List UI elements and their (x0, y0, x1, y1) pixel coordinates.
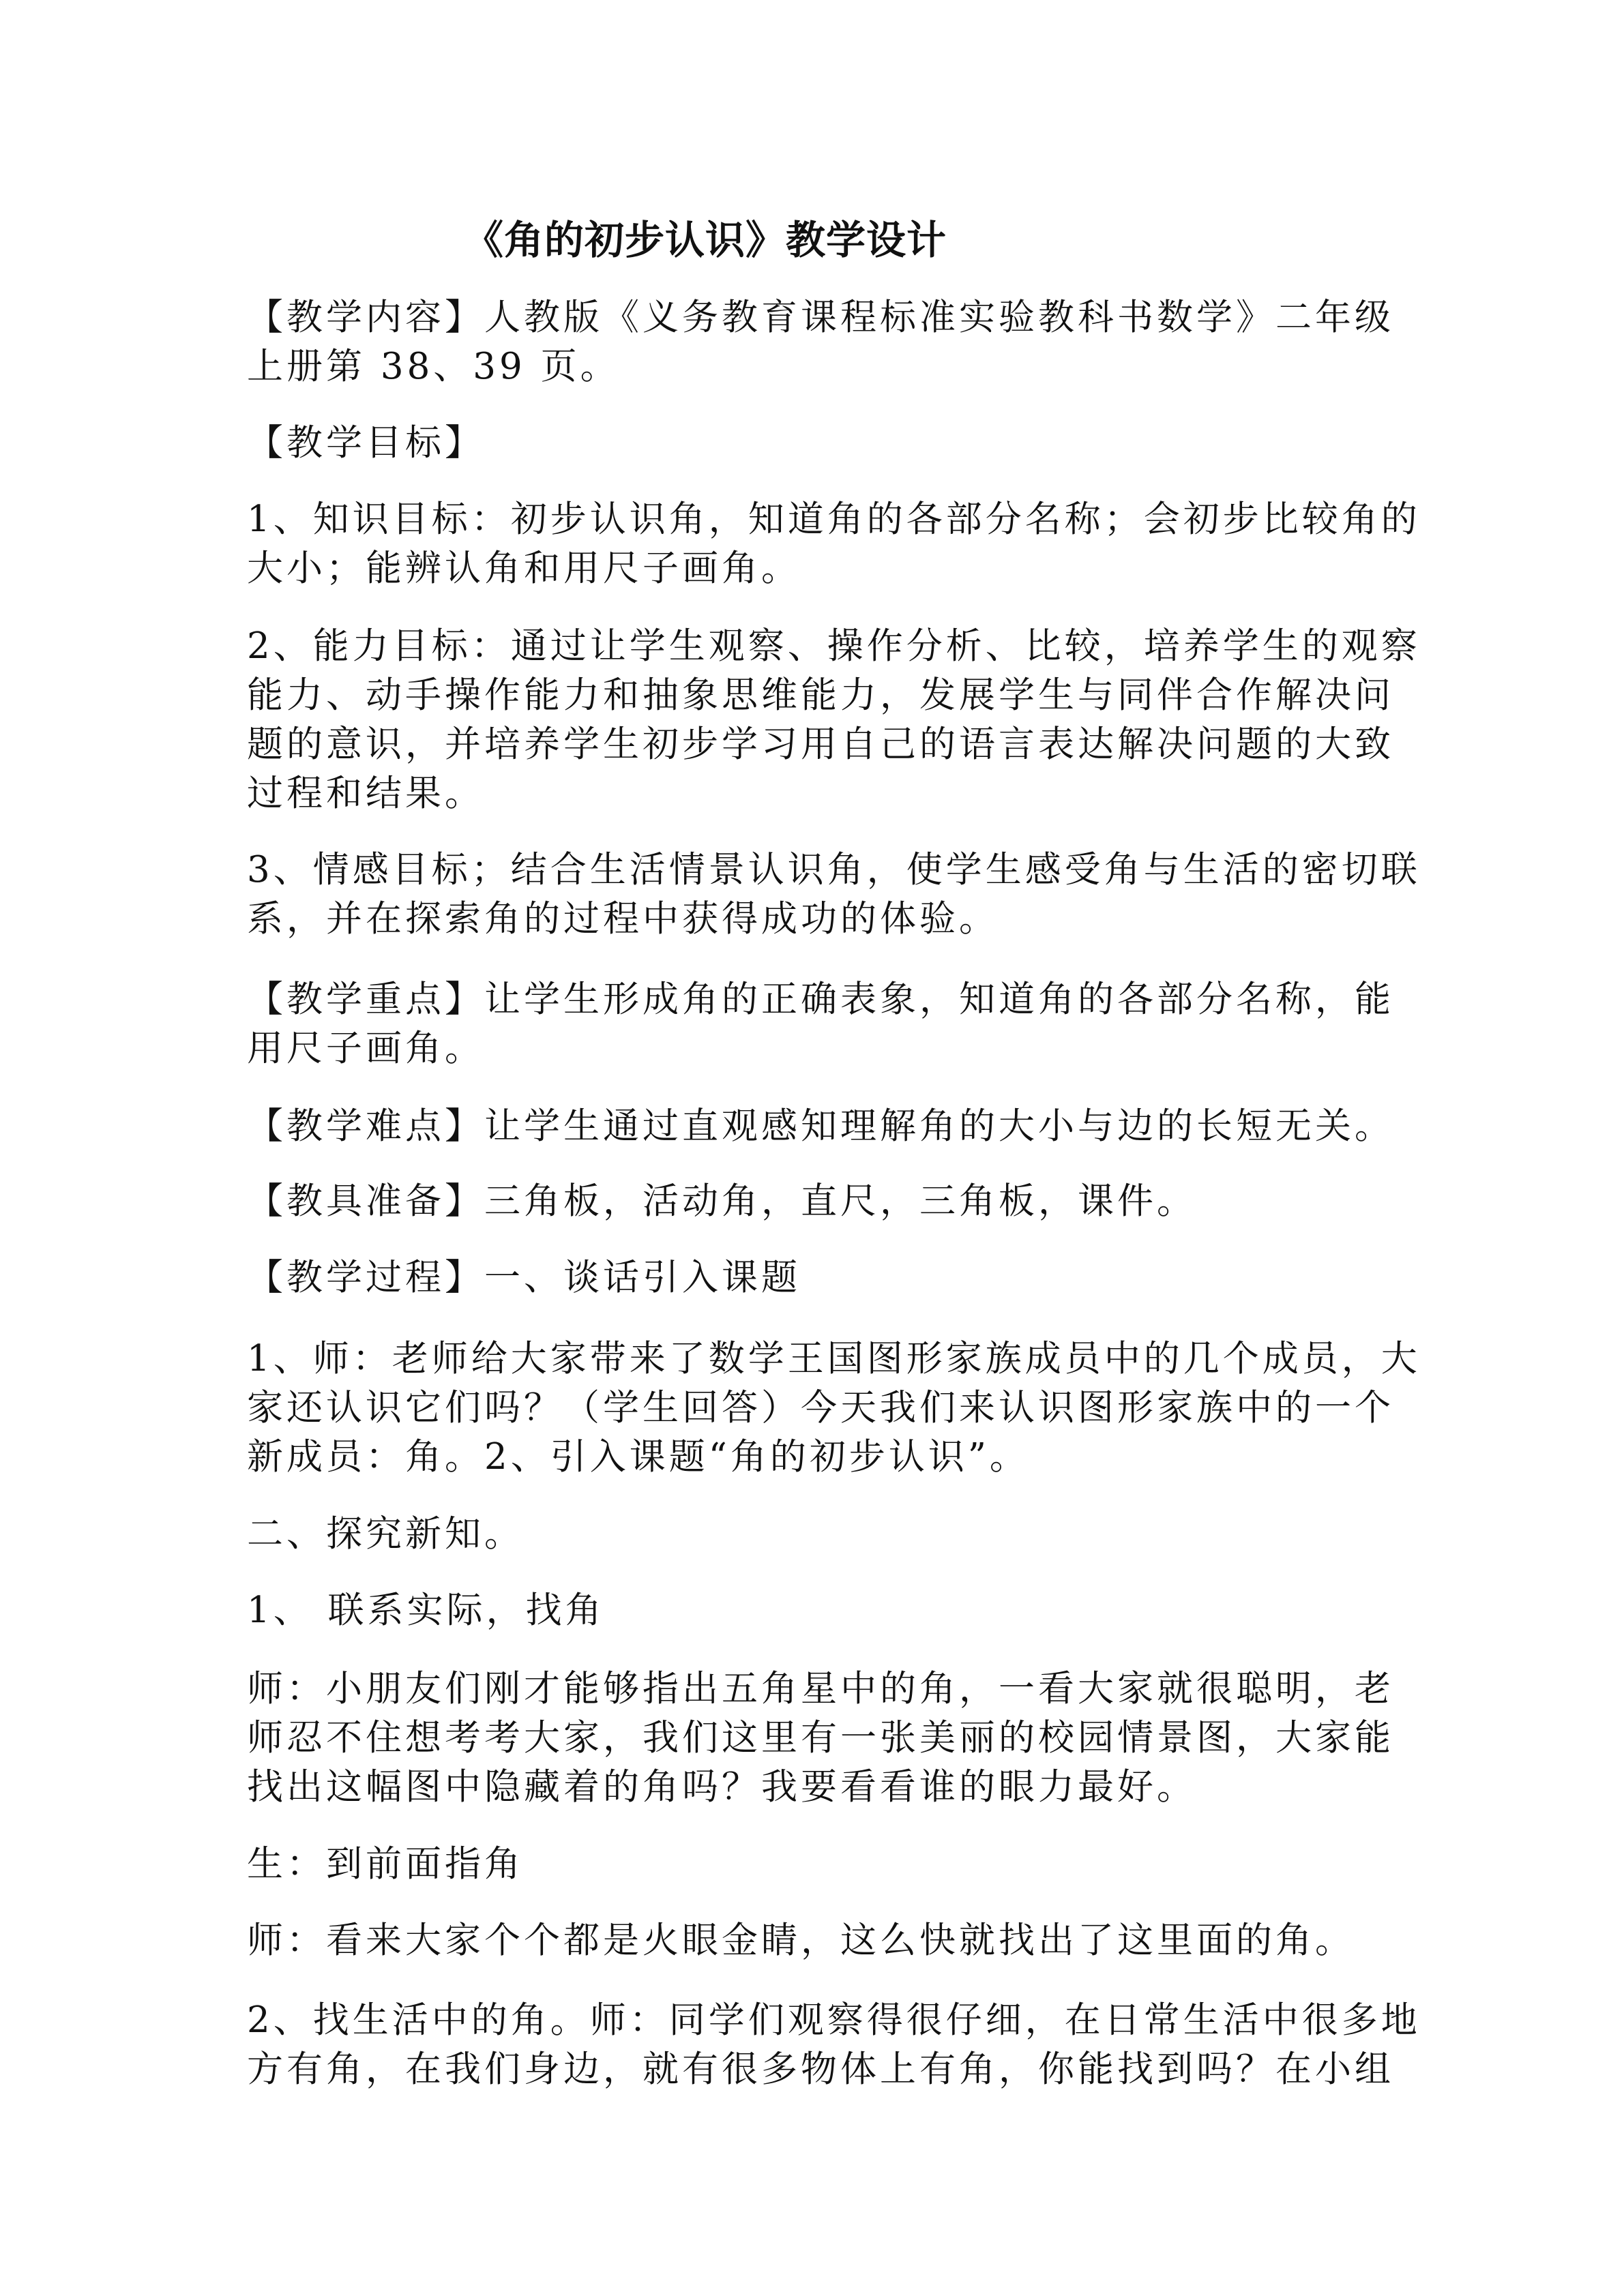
text-line: 能力、动手操作能力和抽象思维能力，发展学生与同伴合作解决问 (247, 674, 1394, 716)
paragraph-teaching-process (247, 1253, 1379, 1302)
paragraph-find-angles (247, 1586, 1379, 1635)
paragraph-section-two (247, 1510, 1379, 1559)
text-line: 2、找生活中的角。师：同学们观察得很仔细，在日常生活中很多地 (247, 1999, 1421, 2041)
document-title: 《角的初步认识》教学设计 (464, 217, 947, 263)
paragraph-emotion-goal (247, 846, 1421, 944)
text-line: 师忍不住想考考大家，我们这里有一张美丽的校园情景图，大家能 (247, 1717, 1394, 1759)
paragraph-student-response (247, 1840, 1379, 1889)
text-line: 【教学难点】让学生通过直观感知理解角的大小与边的长短无关。 (247, 1105, 1394, 1147)
text-line: 系，并在探索角的过程中获得成功的体验。 (247, 898, 999, 940)
text-line: 师：小朋友们刚才能够指出五角星中的角，一看大家就很聪明，老 (247, 1668, 1394, 1710)
text-line: 2、能力目标：通过让学生观察、操作分析、比较，培养学生的观察 (247, 625, 1421, 667)
text-line: 【教具准备】三角板，活动角，直尺，三角板，课件。 (247, 1180, 1196, 1222)
text-line: 【教学重点】让学生形成角的正确表象，知道角的各部分名称，能 (247, 979, 1394, 1020)
paragraph-intro (247, 1335, 1421, 1482)
paragraph-teacher-question (247, 1665, 1394, 1812)
paragraph-teaching-content (247, 293, 1394, 391)
paragraph-difficult-point (247, 1102, 1394, 1151)
text-line: 师：看来大家个个都是火眼金睛，这么快就找出了这里面的角。 (247, 1920, 1355, 1961)
text-line: 上册第 38、39 页。 (247, 346, 620, 387)
text-line: 家还认识它们吗？（学生回答）今天我们来认识图形家族中的一个 (247, 1387, 1394, 1429)
text-line: 【教学目标】 (247, 422, 484, 464)
text-line: 【教学过程】一、谈话引入课题 (247, 1257, 801, 1298)
text-line: 1、师：老师给大家带来了数学王国图形家族成员中的几个成员，大 (247, 1338, 1421, 1380)
paragraph-key-point (247, 975, 1394, 1073)
paragraph-teacher-comment (247, 1916, 1379, 1965)
text-line: 过程和结果。 (247, 773, 484, 814)
text-line: 二、探究新知。 (247, 1513, 524, 1555)
paragraph-life-angles (247, 1996, 1421, 2094)
text-line: 1、 联系实际，找角 (247, 1590, 605, 1631)
paragraph-knowledge-goal (247, 495, 1421, 593)
text-line: 找出这幅图中隐藏着的角吗？我要看看谁的眼力最好。 (247, 1766, 1196, 1808)
text-line: 大小；能辨认角和用尺子画角。 (247, 548, 801, 589)
text-line: 【教学内容】人教版《义务教育课程标准实验教科书数学》二年级 (247, 297, 1394, 338)
text-line: 1、知识目标：初步认识角，知道角的各部分名称；会初步比较角的 (247, 498, 1421, 540)
paragraph-teaching-aids (247, 1177, 1379, 1226)
text-line: 3、情感目标；结合生活情景认识角，使学生感受角与生活的密切联 (247, 849, 1421, 891)
text-line: 新成员：角。2、引入课题“角的初步认识”。 (247, 1436, 1029, 1478)
paragraph-ability-goal (247, 622, 1421, 818)
text-line: 题的意识，并培养学生初步学习用自己的语言表达解决问题的大致 (247, 724, 1394, 765)
text-line: 方有角，在我们身边，就有很多物体上有角，你能找到吗？在小组 (247, 2048, 1394, 2090)
paragraph-teaching-goals-heading (247, 419, 1379, 468)
text-line: 生：到前面指角 (247, 1843, 524, 1885)
text-line: 用尺子画角。 (247, 1028, 484, 1069)
